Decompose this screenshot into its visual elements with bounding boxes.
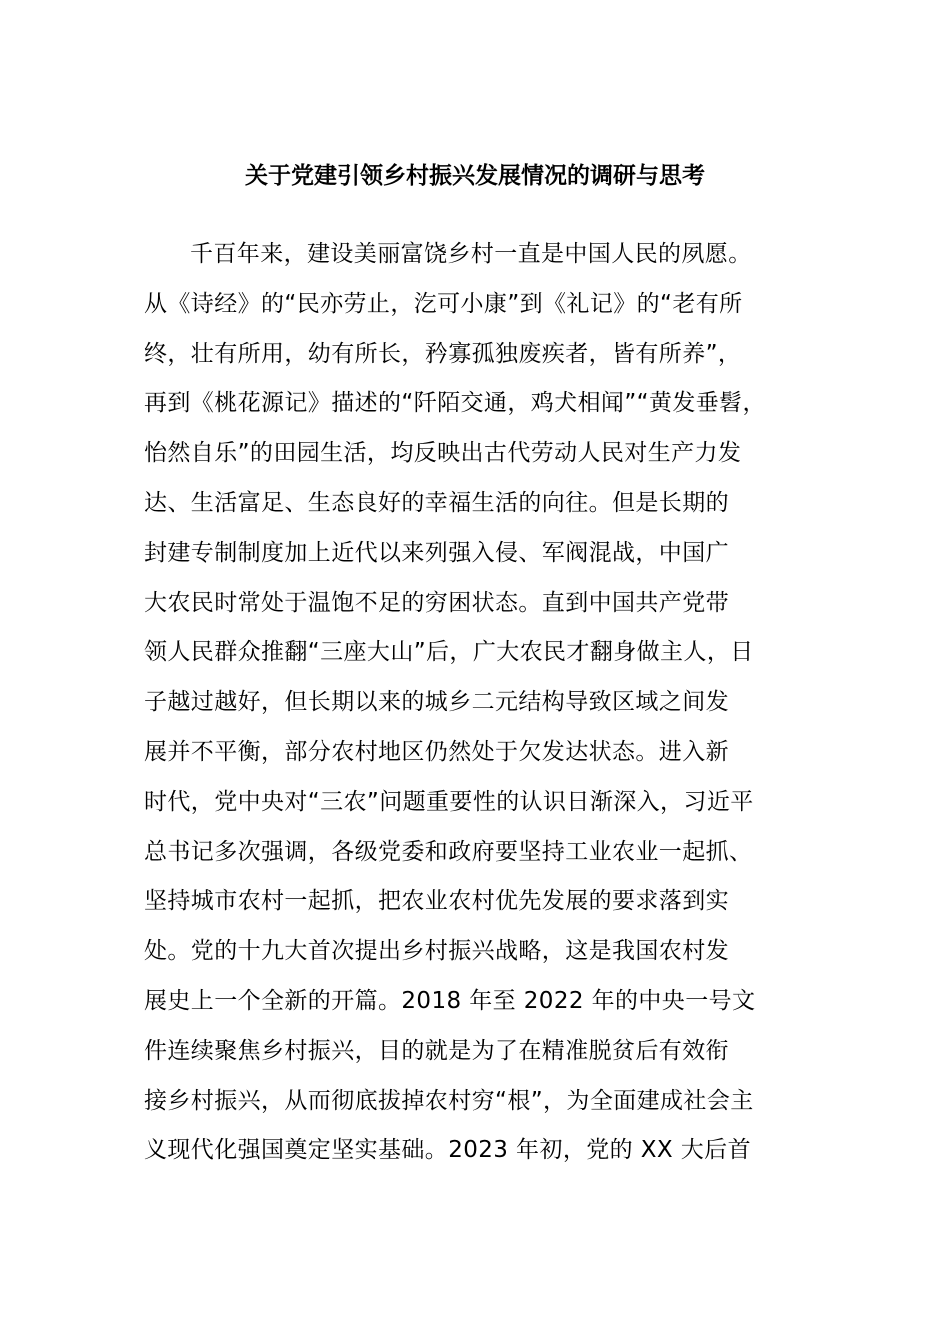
paragraph-line: 达、生活富足、生态良好的幸福生活的向往。但是长期的 bbox=[144, 489, 729, 516]
paragraph-line: 终，壮有所用，幼有所长，矜寡孤独废疾者，皆有所养”， bbox=[144, 340, 742, 367]
paragraph-line: 件连续聚焦乡村振兴，目的就是为了在精准脱贫后有效衔 bbox=[144, 1037, 729, 1064]
paragraph-line: 子越过越好，但长期以来的城乡二元结构导致区域之间发 bbox=[144, 689, 729, 716]
paragraph-line: 怡然自乐”的田园生活，均反映出古代劳动人民对生产力发 bbox=[144, 440, 742, 467]
paragraph-line: 大农民时常处于温饱不足的穷困状态。直到中国共产党带 bbox=[144, 589, 729, 616]
paragraph-line: 接乡村振兴，从而彻底拔掉农村穷“根”，为全面建成社会主 bbox=[144, 1087, 754, 1114]
paragraph-line: 展并不平衡，部分农村地区仍然处于欠发达状态。进入新 bbox=[144, 738, 729, 765]
paragraph-line: 处。党的十九大首次提出乡村振兴战略，这是我国农村发 bbox=[144, 938, 729, 965]
paragraph-line: 展史上一个全新的开篇。2018 年至 2022 年的中央一号文 bbox=[144, 987, 756, 1014]
paragraph-line: 领人民群众推翻“三座大山”后，广大农民才翻身做主人，日 bbox=[144, 639, 754, 666]
body-paragraph bbox=[144, 230, 806, 1176]
document-title: 关于党建引领乡村振兴发展情况的调研与思考 bbox=[245, 163, 705, 189]
paragraph-line: 从《诗经》的“民亦劳止，汔可小康”到《礼记》的“老有所 bbox=[144, 290, 743, 317]
paragraph-line: 义现代化强国奠定坚实基础。2023 年初，党的 XX 大后首 bbox=[144, 1137, 751, 1164]
paragraph-line: 再到《桃花源记》描述的“阡陌交通，鸡犬相闻”“黄发垂髫， bbox=[144, 390, 766, 417]
paragraph-line: 总书记多次强调，各级党委和政府要坚持工业农业一起抓、 bbox=[144, 838, 753, 865]
paragraph-line: 坚持城市农村一起抓，把农业农村优先发展的要求落到实 bbox=[144, 888, 729, 915]
paragraph-line: 封建专制制度加上近代以来列强入侵、军阀混战，中国广 bbox=[144, 539, 729, 566]
paragraph-line: 时代，党中央对“三农”问题重要性的认识日渐深入，习近平 bbox=[144, 788, 754, 815]
paragraph-line: 千百年来，建设美丽富饶乡村一直是中国人民的夙愿。 bbox=[190, 241, 752, 267]
